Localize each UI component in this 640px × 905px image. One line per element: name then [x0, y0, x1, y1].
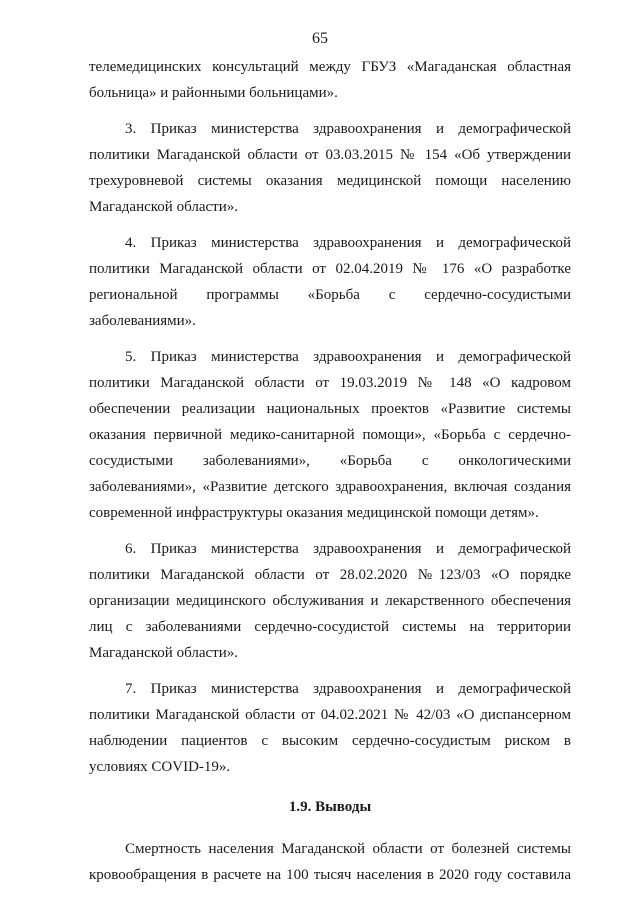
- paragraph-line: больница» и районными больницами».: [89, 85, 338, 101]
- paragraph-1: [89, 54, 571, 106]
- paragraph-line: политики Магаданской области от 02.04.2019 № 176 «О разработке: [89, 261, 571, 277]
- paragraph-line: трехуровневой системы оказания медицинской помощи населению: [89, 173, 571, 189]
- paragraph-line: кровообращения в расчете на 100 тысяч населения в 2020 году составила: [89, 867, 571, 883]
- paragraph-line: политики Магаданской области от 19.03.2019 № 148 «О кадровом: [89, 375, 571, 391]
- body-text-block: [89, 54, 571, 888]
- paragraph-line: Магаданской области».: [89, 645, 238, 661]
- paragraph-line: Смертность населения Магаданской области от болезней системы: [125, 841, 571, 857]
- paragraph-line: 3. Приказ министерства здравоохранения и демографической: [125, 121, 571, 137]
- paragraph-line: 7. Приказ министерства здравоохранения и демографической: [125, 681, 571, 697]
- paragraph-5: [89, 536, 571, 666]
- paragraph-line: 6. Приказ министерства здравоохранения и демографической: [125, 541, 571, 557]
- paragraph-line: организации медицинского обслуживания и лекарственного обеспечения: [89, 593, 571, 609]
- paragraph-2: [89, 116, 571, 220]
- paragraph-line: оказания первичной медико-санитарной помощи», «Борьба с сердечно-: [89, 427, 571, 443]
- paragraph-line: сосудистыми заболеваниями», «Борьба с онкологическими: [89, 453, 571, 469]
- paragraph-line: заболеваниями», «Развитие детского здравоохранения, включая создания: [89, 479, 571, 495]
- paragraph-line: политики Магаданской области от 28.02.2020 №123/03 «О порядке: [89, 567, 571, 583]
- paragraph-line: региональной программы «Борьба с сердечно-сосудистыми: [89, 287, 571, 303]
- paragraph-line: политики Магаданской области от 03.03.2015 № 154 «Об утверждении: [89, 147, 571, 163]
- paragraph-line: политики Магаданской области от 04.02.2021 № 42/03 «О диспансерном: [89, 707, 571, 723]
- paragraph-6: [89, 676, 571, 780]
- section-heading: 1.9. Выводы: [288, 799, 372, 815]
- paragraph-line: заболеваниями».: [89, 313, 196, 329]
- paragraph-3: [89, 230, 571, 334]
- paragraph-line: обеспечении реализации национальных проектов «Развитие системы: [89, 401, 571, 417]
- paragraph-line: наблюдении пациентов с высоким сердечно-сосудистым риском в: [89, 733, 571, 749]
- paragraph-line: условиях COVID-19».: [89, 759, 231, 775]
- paragraph-line: Магаданской области».: [89, 199, 238, 215]
- final-paragraph: [89, 836, 571, 888]
- paragraph-line: современной инфраструктуры оказания медицинской помощи детям».: [89, 505, 539, 521]
- paragraph-4: [89, 344, 571, 526]
- paragraph-line: 4. Приказ министерства здравоохранения и демографической: [125, 235, 571, 251]
- paragraph-line: лиц с заболеваниями сердечно-сосудистой системы на территории: [89, 619, 571, 635]
- paragraph-line: 5. Приказ министерства здравоохранения и демографической: [125, 349, 571, 365]
- page-number: 65: [312, 30, 328, 47]
- paragraph-line: телемедицинских консультаций между ГБУЗ «Магаданская областная: [89, 59, 571, 75]
